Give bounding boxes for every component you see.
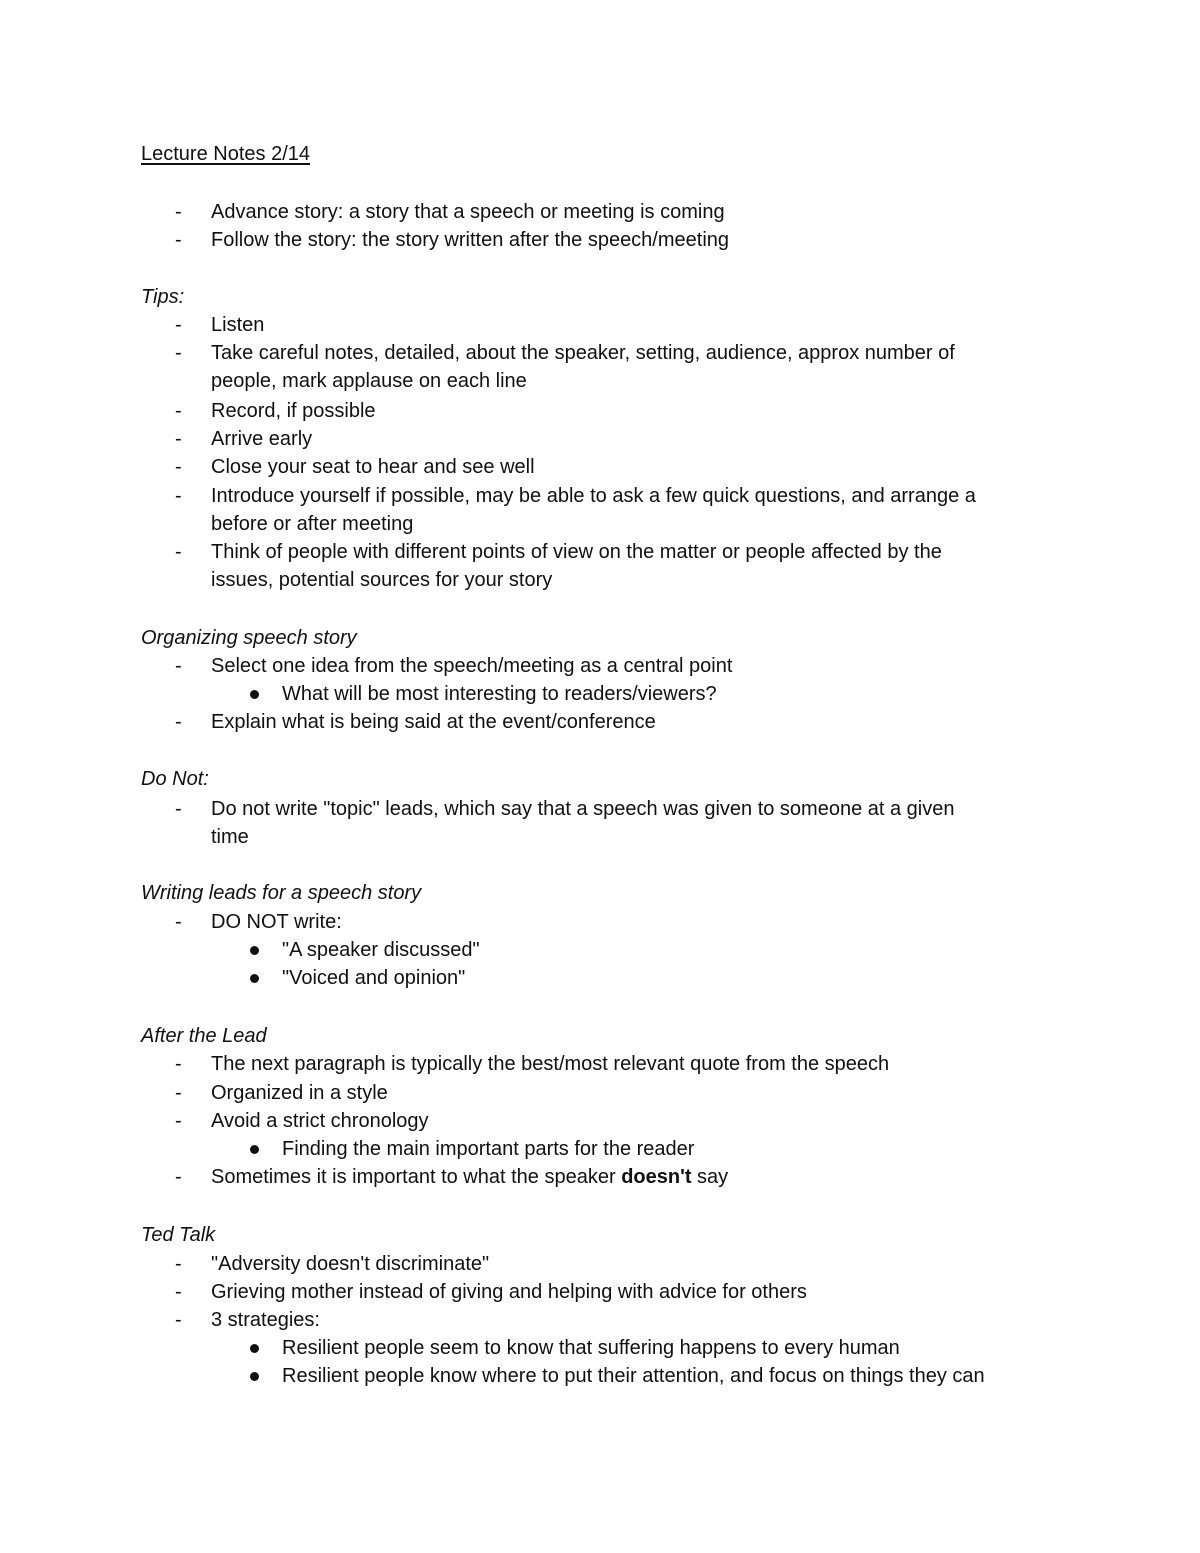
list-item-text: The next paragraph is typically the best/most relevant quote from the speech [211, 1053, 890, 1075]
emphasis-text: doesn't [621, 1166, 692, 1188]
list-item-text: Think of people with different points of view on the matter or people affected by the [211, 541, 942, 563]
bullet-icon [250, 1145, 259, 1154]
section-heading-ted-talk: Ted Talk [141, 1224, 216, 1246]
list-item-text: Advance story: a story that a speech or meeting is coming [211, 201, 725, 223]
list-item-text-continuation: before or after meeting [211, 513, 414, 535]
dash-marker: - [175, 1166, 182, 1188]
bullet-icon [250, 946, 259, 955]
list-item-text: Select one idea from the speech/meeting as a central point [211, 655, 733, 677]
bullet-icon [250, 974, 259, 983]
dash-marker: - [175, 428, 182, 450]
sub-list-item-text: Resilient people know where to put their attention, and focus on things they can [282, 1365, 985, 1387]
dash-marker: - [175, 400, 182, 422]
sub-list-item-text: Resilient people seem to know that suffering happens to every human [282, 1337, 900, 1359]
dash-marker: - [175, 485, 182, 507]
sub-list-item-text: "Voiced and opinion" [282, 967, 466, 989]
list-item-text: DO NOT write: [211, 911, 342, 933]
section-heading-after-lead: After the Lead [141, 1025, 267, 1047]
list-item-text: Take careful notes, detailed, about the speaker, setting, audience, approx number of [211, 342, 955, 364]
dash-marker: - [175, 798, 182, 820]
list-item-text: Organized in a style [211, 1082, 388, 1104]
list-item-text: Grieving mother instead of giving and helping with advice for others [211, 1281, 807, 1303]
list-item-text: Introduce yourself if possible, may be able to ask a few quick questions, and arrange a [211, 485, 976, 507]
list-item-text: Do not write "topic" leads, which say that a speech was given to someone at a given [211, 798, 955, 820]
list-item-text: 3 strategies: [211, 1309, 320, 1331]
list-item-text-continuation: issues, potential sources for your story [211, 569, 553, 591]
list-item-text: Arrive early [211, 428, 313, 450]
list-item-text [211, 1163, 728, 1191]
dash-marker: - [175, 541, 182, 563]
list-item-text: Follow the story: the story written after the speech/meeting [211, 229, 730, 251]
list-item-text: Close your seat to hear and see well [211, 456, 535, 478]
dash-marker: - [175, 911, 182, 933]
dash-marker: - [175, 1253, 182, 1275]
list-item-text: Explain what is being said at the event/conference [211, 711, 656, 733]
list-item-text-part: Sometimes it is important to what the speaker [211, 1166, 622, 1188]
list-item-text: Avoid a strict chronology [211, 1110, 429, 1132]
list-item-text-continuation: people, mark applause on each line [211, 370, 527, 392]
dash-marker: - [175, 655, 182, 677]
sub-list-item-text: "A speaker discussed" [282, 939, 480, 961]
dash-marker: - [175, 1281, 182, 1303]
list-item-text-continuation: time [211, 826, 249, 848]
dash-marker: - [175, 1082, 182, 1104]
dash-marker: - [175, 342, 182, 364]
sub-list-item-text: What will be most interesting to readers/viewers? [282, 683, 717, 705]
section-heading-writing-leads: Writing leads for a speech story [141, 882, 422, 904]
bullet-icon [250, 1344, 259, 1353]
section-heading-do-not: Do Not: [141, 768, 209, 790]
bullet-icon [250, 690, 259, 699]
dash-marker: - [175, 229, 182, 251]
dash-marker: - [175, 1110, 182, 1132]
list-item-text-part: say [691, 1166, 729, 1188]
dash-marker: - [175, 1309, 182, 1331]
list-item-text: Listen [211, 314, 265, 336]
dash-marker: - [175, 711, 182, 733]
list-item-text: "Adversity doesn't discriminate" [211, 1253, 490, 1275]
dash-marker: - [175, 201, 182, 223]
dash-marker: - [175, 1053, 182, 1075]
dash-marker: - [175, 456, 182, 478]
section-heading-organizing: Organizing speech story [141, 627, 357, 649]
bullet-icon [250, 1372, 259, 1381]
sub-list-item-text: Finding the main important parts for the reader [282, 1138, 695, 1160]
dash-marker: - [175, 314, 182, 336]
list-item-text: Record, if possible [211, 400, 376, 422]
page-title: Lecture Notes 2/14 [141, 143, 310, 165]
section-heading-tips: Tips: [141, 286, 185, 308]
